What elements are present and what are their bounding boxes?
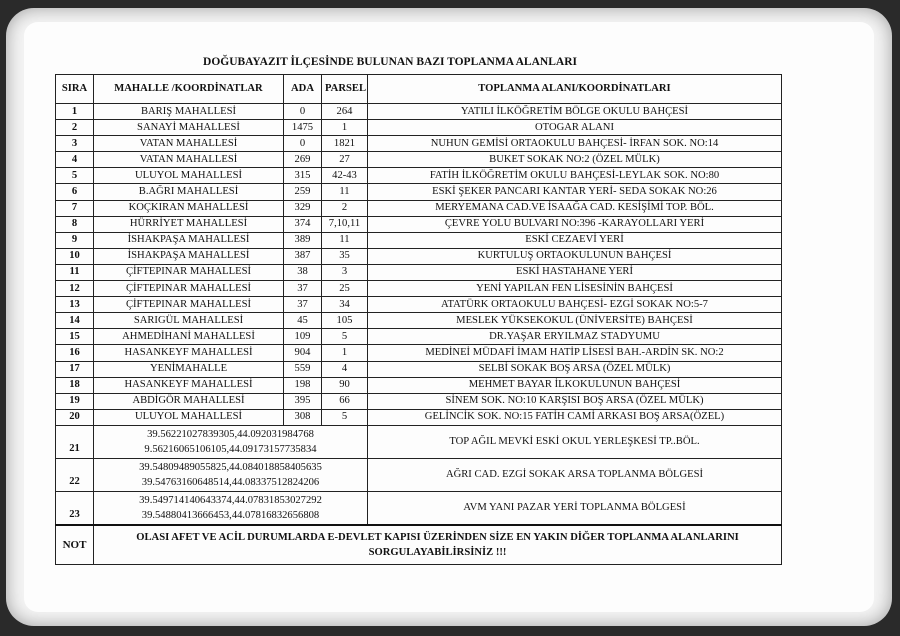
coordinate-line-2: 39.54763160648514,44.08337512824206 — [141, 476, 320, 488]
row-mahalle: ÇİFTEPINAR MAHALLESİ — [94, 281, 284, 297]
note-text: OLASI AFET VE ACİL DURUMLARDA E-DEVLET KAPISI ÜZERİNDEN SİZE EN YAKIN DİĞER TOPLANMA ALANLARINI SORGULAYABİLİRSİNİZ !!! — [94, 525, 782, 565]
row-sira: 13 — [56, 297, 94, 313]
row-alan: SİNEM SOK. NO:10 KARŞISI BOŞ ARSA (ÖZEL MÜLK) — [368, 393, 782, 409]
row-alan: MESLEK YÜKSEKOKUL (ÜNİVERSİTE) BAHÇESİ — [368, 313, 782, 329]
row-sira: 15 — [56, 329, 94, 345]
row-alan: ESKİ HASTAHANE YERİ — [368, 264, 782, 280]
row-mahalle: SARIGÜL MAHALLESİ — [94, 313, 284, 329]
row-mahalle: ÇİFTEPINAR MAHALLESİ — [94, 297, 284, 313]
header-mahalle: MAHALLE /KOORDİNATLAR — [94, 75, 284, 104]
row-ada: 1475 — [284, 120, 322, 136]
table-row — [56, 393, 782, 409]
row-sira: 9 — [56, 232, 94, 248]
table-row — [56, 361, 782, 377]
row-parsel: 90 — [322, 377, 368, 393]
row-parsel: 4 — [322, 361, 368, 377]
row-ada: 37 — [284, 297, 322, 313]
row-alan: YENİ YAPILAN FEN LİSESİNİN BAHÇESİ — [368, 281, 782, 297]
table-row — [56, 200, 782, 216]
table-row — [56, 264, 782, 280]
row-alan: MEDİNEİ MÜDAFİ İMAM HATİP LİSESİ BAH.-ARDİN SK. NO:2 — [368, 345, 782, 361]
row-mahalle: HÜRRİYET MAHALLESİ — [94, 216, 284, 232]
row-sira: 7 — [56, 200, 94, 216]
row-alan: KURTULUŞ ORTAOKULUNUN BAHÇESİ — [368, 248, 782, 264]
assembly-areas-table — [55, 74, 782, 565]
row-mahalle: ABDİGÖR MAHALLESİ — [94, 393, 284, 409]
row-ada: 389 — [284, 232, 322, 248]
row-sira: 8 — [56, 216, 94, 232]
row-coordinates — [94, 491, 368, 525]
coordinate-line-1: 39.56221027839305,44.092031984768 — [147, 428, 314, 440]
table-row — [56, 120, 782, 136]
row-parsel: 11 — [322, 232, 368, 248]
row-sira: 22 — [56, 458, 94, 491]
row-ada: 0 — [284, 104, 322, 120]
table-row — [56, 104, 782, 120]
row-alan: YATILI İLKÖĞRETİM BÖLGE OKULU BAHÇESİ — [368, 104, 782, 120]
row-ada: 38 — [284, 264, 322, 280]
row-alan: GELİNCİK SOK. NO:15 FATİH CAMİ ARKASI BOŞ ARSA(ÖZEL) — [368, 409, 782, 425]
row-ada: 37 — [284, 281, 322, 297]
row-coordinates — [94, 458, 368, 491]
row-mahalle: BARIŞ MAHALLESİ — [94, 104, 284, 120]
row-sira: 18 — [56, 377, 94, 393]
row-mahalle: AHMEDİHANİ MAHALLESİ — [94, 329, 284, 345]
row-sira: 2 — [56, 120, 94, 136]
row-parsel: 34 — [322, 297, 368, 313]
table-row — [56, 329, 782, 345]
row-sira: 12 — [56, 281, 94, 297]
row-sira: 23 — [56, 491, 94, 525]
row-mahalle: ULUYOL MAHALLESİ — [94, 409, 284, 425]
table-row — [56, 281, 782, 297]
row-mahalle: VATAN MAHALLESİ — [94, 136, 284, 152]
row-parsel: 25 — [322, 281, 368, 297]
table-row — [56, 136, 782, 152]
row-ada: 559 — [284, 361, 322, 377]
table-row — [56, 232, 782, 248]
table-row — [56, 297, 782, 313]
row-parsel: 264 — [322, 104, 368, 120]
header-ada: ADA — [284, 75, 322, 104]
row-mahalle: SANAYİ MAHALLESİ — [94, 120, 284, 136]
coordinate-line-1: 39.54809489055825,44.084018858405635 — [139, 461, 322, 473]
row-mahalle: İSHAKPAŞA MAHALLESİ — [94, 232, 284, 248]
row-mahalle: HASANKEYF MAHALLESİ — [94, 377, 284, 393]
header-alan: TOPLANMA ALANI/KOORDİNATLARI — [368, 75, 782, 104]
coordinate-line-1: 39.549714140643374,44.07831853027292 — [139, 494, 322, 506]
coordinate-line-2: 39.54880413666453,44.07816832656808 — [141, 509, 320, 521]
row-mahalle: B.AĞRI MAHALLESİ — [94, 184, 284, 200]
row-parsel: 1821 — [322, 136, 368, 152]
row-sira: 19 — [56, 393, 94, 409]
row-alan: ESKİ CEZAEVİ YERİ — [368, 232, 782, 248]
row-sira: 14 — [56, 313, 94, 329]
table-header-row — [56, 75, 782, 104]
row-parsel: 1 — [322, 120, 368, 136]
row-parsel: 11 — [322, 184, 368, 200]
row-sira: 5 — [56, 168, 94, 184]
row-mahalle: ÇİFTEPINAR MAHALLESİ — [94, 264, 284, 280]
table-row — [56, 409, 782, 425]
row-mahalle: HASANKEYF MAHALLESİ — [94, 345, 284, 361]
row-mahalle: YENİMAHALLE — [94, 361, 284, 377]
header-sira: SIRA — [56, 75, 94, 104]
row-mahalle: VATAN MAHALLESİ — [94, 152, 284, 168]
row-alan: MEHMET BAYAR İLKOKULUNUN BAHÇESİ — [368, 377, 782, 393]
table-row — [56, 168, 782, 184]
row-ada: 109 — [284, 329, 322, 345]
table-row — [56, 152, 782, 168]
row-sira: 1 — [56, 104, 94, 120]
table-row — [56, 216, 782, 232]
row-parsel: 105 — [322, 313, 368, 329]
row-ada: 374 — [284, 216, 322, 232]
row-parsel: 27 — [322, 152, 368, 168]
row-ada: 45 — [284, 313, 322, 329]
row-ada: 329 — [284, 200, 322, 216]
row-sira: 11 — [56, 264, 94, 280]
row-alan: OTOGAR ALANI — [368, 120, 782, 136]
row-alan: BUKET SOKAK NO:2 (ÖZEL MÜLK) — [368, 152, 782, 168]
row-sira: 4 — [56, 152, 94, 168]
row-alan: TOP AĞIL MEVKİ ESKİ OKUL YERLEŞKESİ TP..BÖL. — [368, 425, 782, 458]
row-sira: 6 — [56, 184, 94, 200]
table-row — [56, 377, 782, 393]
table-row — [56, 345, 782, 361]
row-parsel: 5 — [322, 329, 368, 345]
row-alan: FATİH İLKÖĞRETİM OKULU BAHÇESİ-LEYLAK SOK. NO:80 — [368, 168, 782, 184]
row-sira: 21 — [56, 425, 94, 458]
row-alan: AĞRI CAD. EZGİ SOKAK ARSA TOPLANMA BÖLGESİ — [368, 458, 782, 491]
row-parsel: 66 — [322, 393, 368, 409]
row-mahalle: İSHAKPAŞA MAHALLESİ — [94, 248, 284, 264]
row-coordinates — [94, 425, 368, 458]
row-parsel: 5 — [322, 409, 368, 425]
row-ada: 904 — [284, 345, 322, 361]
table-row — [56, 248, 782, 264]
row-sira: 10 — [56, 248, 94, 264]
row-alan: AVM YANI PAZAR YERİ TOPLANMA BÖLGESİ — [368, 491, 782, 525]
coordinate-row — [56, 425, 782, 458]
row-ada: 0 — [284, 136, 322, 152]
note-row — [56, 525, 782, 565]
row-sira: 3 — [56, 136, 94, 152]
row-parsel: 1 — [322, 345, 368, 361]
row-sira: 20 — [56, 409, 94, 425]
row-ada: 198 — [284, 377, 322, 393]
row-ada: 308 — [284, 409, 322, 425]
row-alan: ESKİ ŞEKER PANCARI KANTAR YERİ- SEDA SOKAK NO:26 — [368, 184, 782, 200]
row-parsel: 35 — [322, 248, 368, 264]
row-mahalle: ULUYOL MAHALLESİ — [94, 168, 284, 184]
row-mahalle: KOÇKIRAN MAHALLESİ — [94, 200, 284, 216]
row-parsel: 42-43 — [322, 168, 368, 184]
row-alan: NUHUN GEMİSİ ORTAOKULU BAHÇESİ- İRFAN SOK. NO:14 — [368, 136, 782, 152]
row-alan: ÇEVRE YOLU BULVARI NO:396 -KARAYOLLARI YERİ — [368, 216, 782, 232]
coordinate-row — [56, 458, 782, 491]
row-parsel: 2 — [322, 200, 368, 216]
document-title: DOĞUBAYAZIT İLÇESİNDE BULUNAN BAZI TOPLANMA ALANLARI — [203, 56, 577, 68]
note-label: NOT — [56, 525, 94, 565]
coordinate-line-2: 9.56216065106105,44.09173157735834 — [144, 443, 317, 455]
table-row — [56, 184, 782, 200]
row-ada: 259 — [284, 184, 322, 200]
row-ada: 387 — [284, 248, 322, 264]
header-parsel: PARSEL — [322, 75, 368, 104]
row-sira: 17 — [56, 361, 94, 377]
coordinate-row — [56, 491, 782, 525]
table-body — [56, 104, 782, 565]
row-alan: MERYEMANA CAD.VE İSAAĞA CAD. KESİŞİMİ TOP. BÖL. — [368, 200, 782, 216]
row-ada: 395 — [284, 393, 322, 409]
row-alan: ATATÜRK ORTAOKULU BAHÇESİ- EZGİ SOKAK NO:5-7 — [368, 297, 782, 313]
row-parsel: 3 — [322, 264, 368, 280]
row-parsel: 7,10,11 — [322, 216, 368, 232]
row-ada: 315 — [284, 168, 322, 184]
row-alan: DR.YAŞAR ERYILMAZ STADYUMU — [368, 329, 782, 345]
row-ada: 269 — [284, 152, 322, 168]
table-row — [56, 313, 782, 329]
row-alan: SELBİ SOKAK BOŞ ARSA (ÖZEL MÜLK) — [368, 361, 782, 377]
row-sira: 16 — [56, 345, 94, 361]
